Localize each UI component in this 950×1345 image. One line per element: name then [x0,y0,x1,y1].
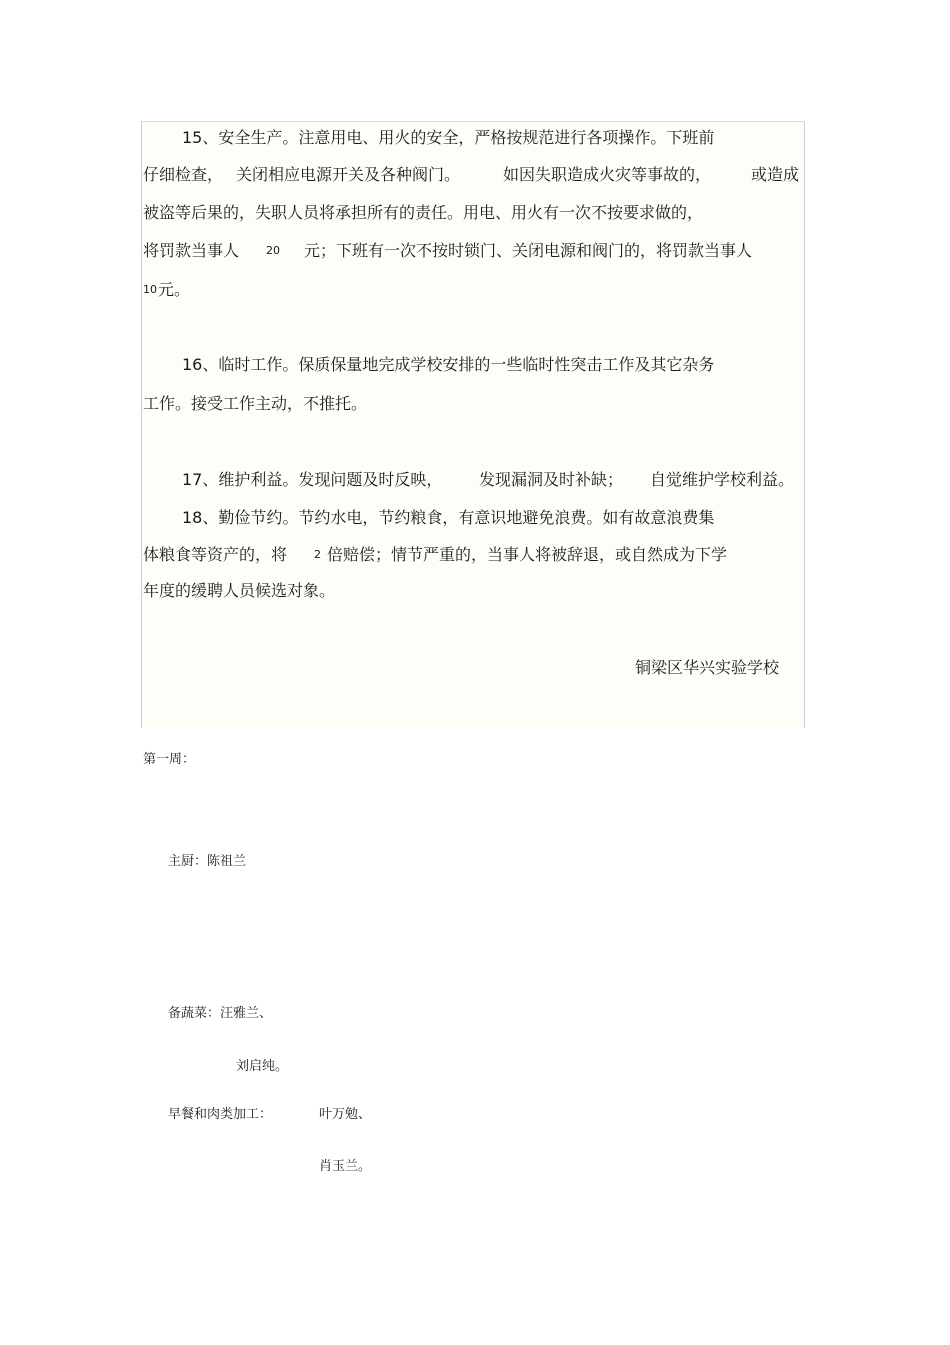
breakfast-meat-second: 肖玉兰。 [319,1159,372,1174]
rule-18-multiplier: 2 [314,548,321,561]
rule-18-line-3: 年度的缓聘人员候选对象。 [143,581,336,600]
rule-15-line-3: 被盗等后果的，失职人员将承担所有的责任。用电、用火有一次不按要求做的， [143,203,704,222]
week-heading: 第一周： [143,752,196,767]
rule-15-line-2d: 或造成 [751,165,800,184]
vegetable-prep-label: 备蔬菜：汪雅兰、 [168,1006,273,1021]
breakfast-meat-first: 叶万勉、 [319,1107,372,1122]
vegetable-prep-second: 刘启纯。 [236,1059,289,1074]
rule-15-line-2a: 仔细检查， [143,165,224,184]
head-chef: 主厨：陈祖兰 [168,854,247,869]
rule-15-line-4a: 将罚款当事人 [143,241,240,260]
breakfast-meat-label: 早餐和肉类加工： [168,1107,273,1122]
rule-17-part-c: 自觉维护学校利益。 [650,470,795,489]
rule-16-line-2: 工作。接受工作主动，不推托。 [143,394,368,413]
rule-15-line-5: 元。 [158,280,191,299]
rule-15-fine-amount-10: 10 [143,283,157,296]
rule-15-line-1: 15、安全生产。注意用电、用火的安全，严格按规范进行各项操作。下班前 [182,128,715,147]
rule-18-line-2a: 体粮食等资产的，将 [143,545,288,564]
rule-16-line-1: 16、临时工作。保质保量地完成学校安排的一些临时性突击工作及其它杂务 [182,355,715,374]
rule-18-line-2b: 倍赔偿；情节严重的，当事人将被辞退，或自然成为下学 [327,545,728,564]
rule-15-line-2c: 如因失职造成火灾等事故的， [503,165,712,184]
rule-18-line-1: 18、勤俭节约。节约水电，节约粮食，有意识地避免浪费。如有故意浪费集 [182,508,715,527]
rule-15-fine-amount-20: 20 [266,244,280,257]
rule-17-part-b: 发现漏洞及时补缺； [479,470,624,489]
school-signature: 铜梁区华兴实验学校 [635,658,780,677]
rule-15-line-2b: 关闭相应电源开关及各种阀门。 [236,165,461,184]
rule-15-line-4b: 元；下班有一次不按时锁门、关闭电源和阀门的，将罚款当事人 [304,241,753,260]
rule-17-part-a: 17、维护利益。发现问题及时反映， [182,470,443,489]
